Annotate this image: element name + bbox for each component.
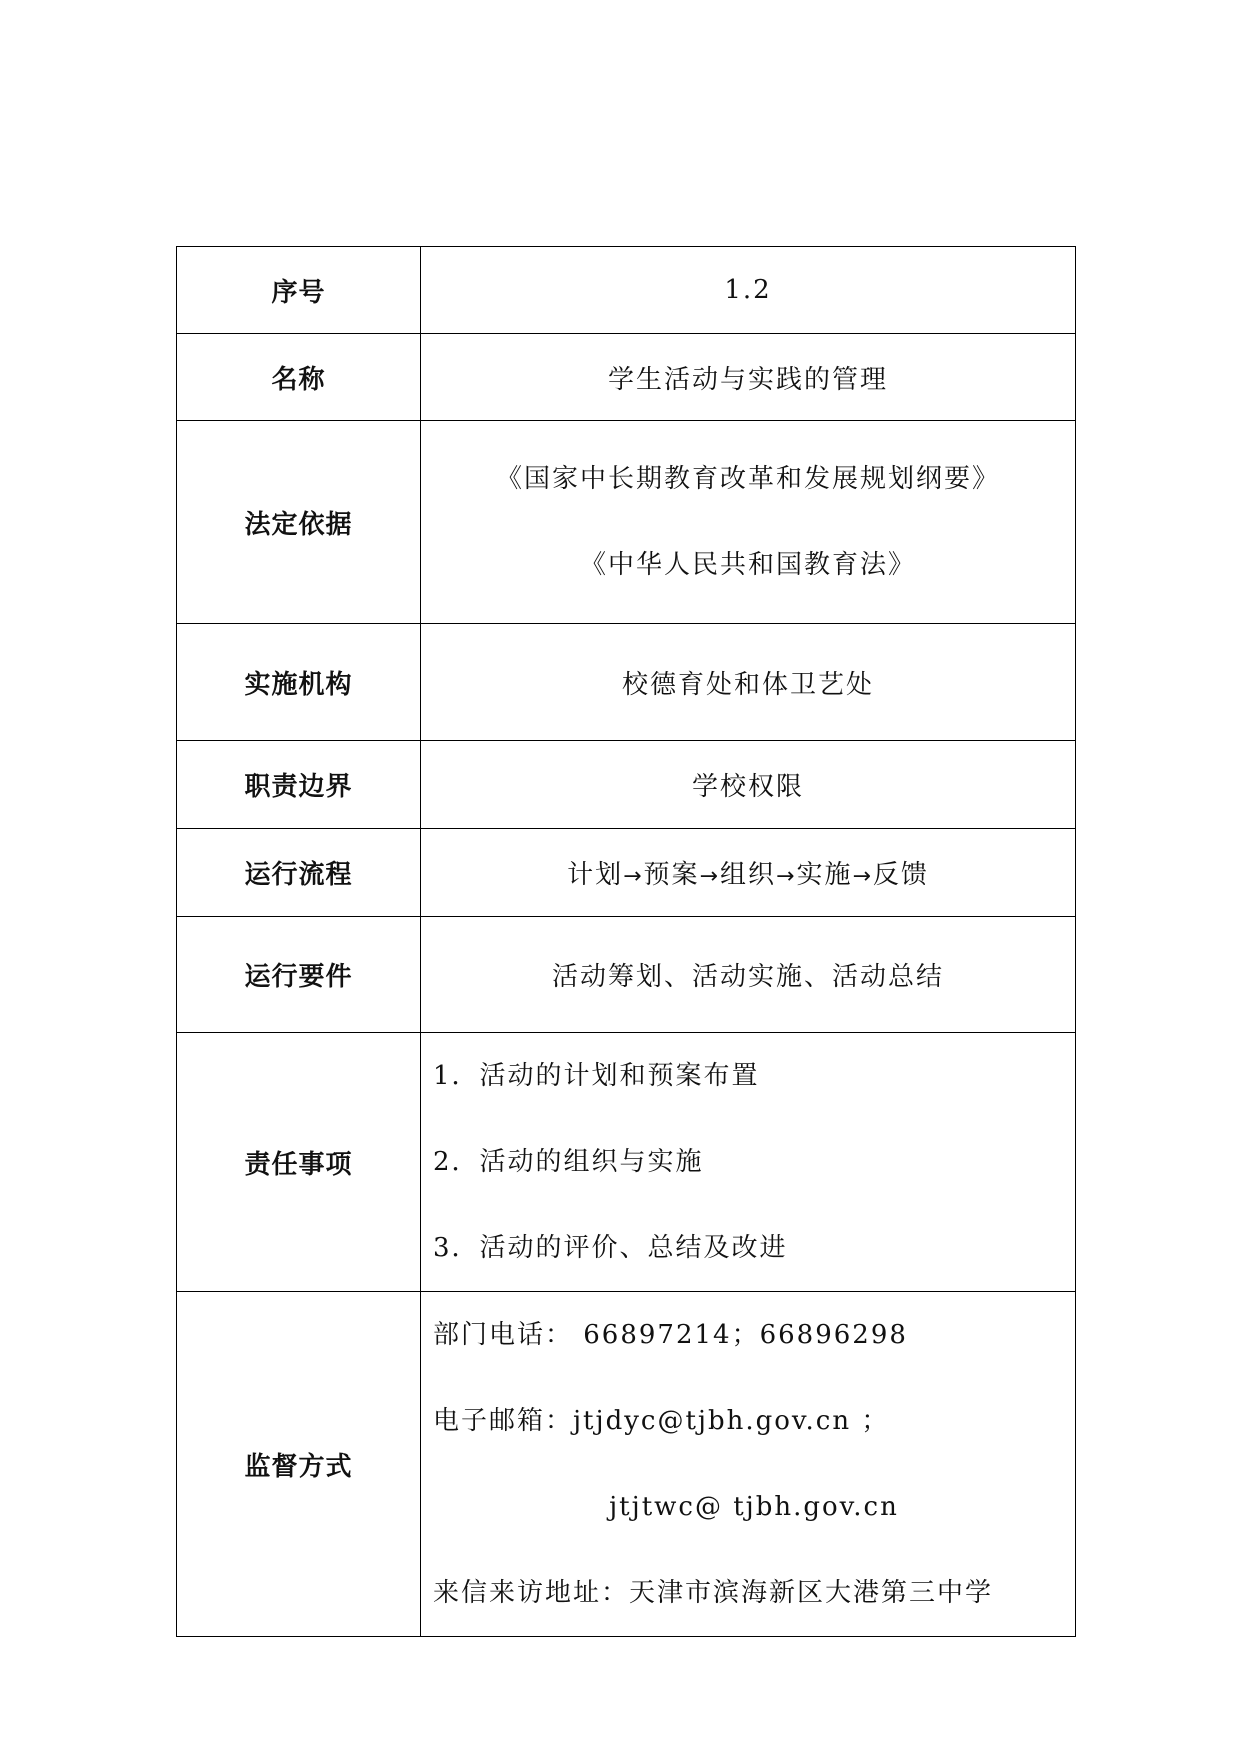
label-flow: 运行流程 bbox=[177, 829, 421, 917]
label-responsibility: 责任事项 bbox=[177, 1033, 421, 1292]
supervision-email: 电子邮箱：jtjdyc@tjbh.gov.cn ； bbox=[433, 1406, 890, 1436]
label-seq: 序号 bbox=[177, 247, 421, 334]
row-seq bbox=[177, 247, 1076, 334]
row-org bbox=[177, 624, 1076, 741]
arrow-right-icon: → bbox=[699, 864, 720, 889]
value-basis bbox=[421, 421, 1076, 624]
flow-step: 计划 bbox=[567, 860, 624, 890]
label-elements: 运行要件 bbox=[177, 917, 421, 1033]
label-basis: 法定依据 bbox=[177, 421, 421, 624]
value-boundary: 学校权限 bbox=[421, 741, 1076, 829]
value-org: 校德育处和体卫艺处 bbox=[421, 624, 1076, 741]
value-supervision bbox=[421, 1292, 1076, 1637]
row-supervision bbox=[177, 1292, 1076, 1637]
flow-step: 实施 bbox=[796, 860, 853, 890]
row-elements bbox=[177, 917, 1076, 1033]
responsibility-item: 2．活动的组织与实施 bbox=[433, 1147, 704, 1177]
label-org: 实施机构 bbox=[177, 624, 421, 741]
row-name bbox=[177, 334, 1076, 421]
row-boundary bbox=[177, 741, 1076, 829]
value-flow bbox=[421, 829, 1076, 917]
value-name: 学生活动与实践的管理 bbox=[421, 334, 1076, 421]
value-elements: 活动筹划、活动实施、活动总结 bbox=[421, 917, 1076, 1033]
responsibility-item: 3．活动的评价、总结及改进 bbox=[433, 1233, 788, 1263]
label-name: 名称 bbox=[177, 334, 421, 421]
supervision-email-2: jtjtwc@ tjbh.gov.cn bbox=[609, 1492, 899, 1522]
flow-step: 预案 bbox=[643, 860, 700, 890]
flow-step: 反馈 bbox=[872, 860, 929, 890]
row-basis bbox=[177, 421, 1076, 624]
supervision-address: 来信来访地址：天津市滨海新区大港第三中学 bbox=[433, 1578, 994, 1608]
flow-step: 组织 bbox=[719, 860, 776, 890]
row-flow bbox=[177, 829, 1076, 917]
arrow-right-icon: → bbox=[776, 864, 797, 889]
label-boundary: 职责边界 bbox=[177, 741, 421, 829]
supervision-phone: 部门电话： 66897214；66896298 bbox=[433, 1320, 908, 1350]
responsibility-item: 1．活动的计划和预案布置 bbox=[433, 1061, 760, 1091]
basis-line-1: 《国家中长期教育改革和发展规划纲要》 bbox=[495, 464, 1000, 494]
arrow-right-icon: → bbox=[623, 864, 644, 889]
value-seq: 1.2 bbox=[421, 247, 1076, 334]
arrow-right-icon: → bbox=[852, 864, 873, 889]
row-responsibility bbox=[177, 1033, 1076, 1292]
basis-line-2: 《中华人民共和国教育法》 bbox=[579, 550, 916, 580]
value-responsibility bbox=[421, 1033, 1076, 1292]
info-table bbox=[176, 246, 1076, 1637]
label-supervision: 监督方式 bbox=[177, 1292, 421, 1637]
